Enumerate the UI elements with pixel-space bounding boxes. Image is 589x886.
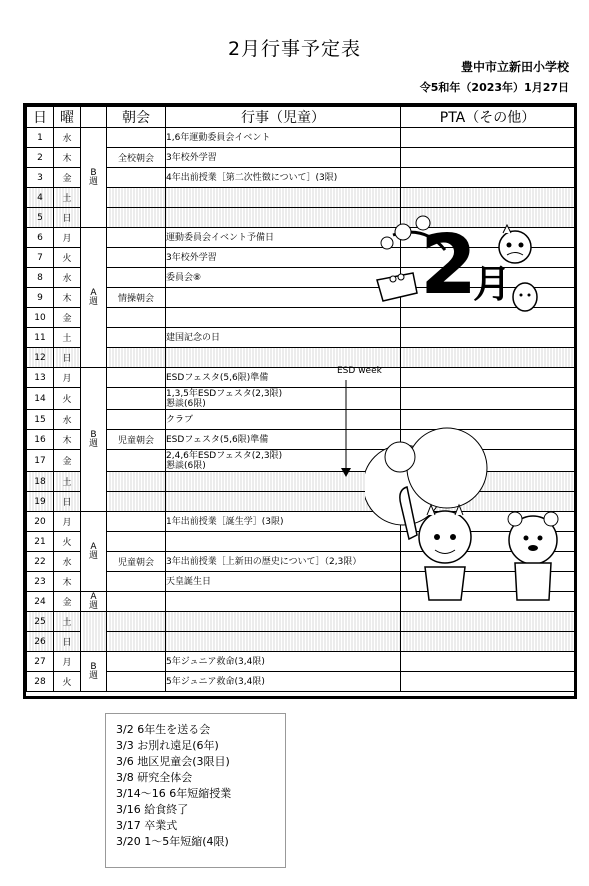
event-cell xyxy=(166,652,401,672)
chokai-cell xyxy=(107,652,166,672)
event-cell xyxy=(166,672,401,692)
weekday-cell: 火 xyxy=(54,388,81,410)
week-type-cell: A 週 xyxy=(81,228,107,368)
table-row xyxy=(27,612,575,632)
day-cell: 8 xyxy=(27,268,54,288)
day-cell: 5 xyxy=(27,208,54,228)
day-cell: 2 xyxy=(27,148,54,168)
day-cell: 1 xyxy=(27,128,54,148)
table-row xyxy=(27,168,575,188)
note-item: 3/2 6年生を送る会 xyxy=(116,723,211,736)
weekday-cell: 水 xyxy=(54,410,81,430)
week-type-cell: B 週 xyxy=(81,368,107,512)
day-cell: 3 xyxy=(27,168,54,188)
chokai-cell xyxy=(107,128,166,148)
weekday-cell: 日 xyxy=(54,208,81,228)
note-item: 3/14〜16 6年短縮授業 xyxy=(116,787,232,800)
day-cell: 10 xyxy=(27,308,54,328)
day-cell: 14 xyxy=(27,388,54,410)
event-text: 1,3,5年ESDフェスタ(2,3限) xyxy=(166,388,283,399)
event-text: ESDフェスタ(5,6限)準備 xyxy=(166,434,269,445)
month-number: 2 xyxy=(420,218,478,313)
day-cell: 28 xyxy=(27,672,54,692)
chokai-cell xyxy=(107,268,166,288)
event-cell xyxy=(166,632,401,652)
weekday-cell: 木 xyxy=(54,572,81,592)
pta-cell xyxy=(401,148,575,168)
header-day: 日 xyxy=(27,107,54,128)
day-cell: 20 xyxy=(27,512,54,532)
weekday-cell: 日 xyxy=(54,632,81,652)
chokai-cell xyxy=(107,368,166,388)
event-text: クラブ xyxy=(166,414,194,425)
chokai-cell xyxy=(107,328,166,348)
chokai-cell xyxy=(107,572,166,592)
pta-cell xyxy=(401,128,575,148)
chokai-cell: 全校朝会 xyxy=(107,148,166,168)
february-illustration xyxy=(365,205,577,610)
chokai-cell: 情操朝会 xyxy=(107,288,166,308)
event-text: 建国記念の日 xyxy=(166,332,221,343)
event-text-secondary: 懇談(6限) xyxy=(166,398,206,409)
note-item: 3/8 研究全体会 xyxy=(116,771,193,784)
event-text: 運動委員会イベント予備日 xyxy=(166,232,275,243)
header-chokai: 朝会 xyxy=(107,107,166,128)
event-cell xyxy=(166,168,401,188)
week-type-cell: B 週 xyxy=(81,128,107,228)
weekday-cell: 月 xyxy=(54,652,81,672)
event-text: ESDフェスタ(5,6限)準備 xyxy=(166,372,269,383)
note-item: 3/17 卒業式 xyxy=(116,819,178,832)
weekday-cell: 日 xyxy=(54,492,81,512)
event-text: 5年ジュニア救命(3,4限) xyxy=(166,656,265,667)
chokai-cell xyxy=(107,612,166,632)
day-cell: 24 xyxy=(27,592,54,612)
day-cell: 27 xyxy=(27,652,54,672)
day-cell: 25 xyxy=(27,612,54,632)
day-cell: 15 xyxy=(27,410,54,430)
day-cell: 19 xyxy=(27,492,54,512)
page-title: 2月行事予定表 xyxy=(227,38,362,60)
event-text: 1,6年運動委員会イベント xyxy=(166,132,271,143)
chokai-cell xyxy=(107,348,166,368)
header-events: 行事（児童） xyxy=(166,107,401,128)
weekday-cell: 金 xyxy=(54,450,81,472)
event-text: 天皇誕生日 xyxy=(166,576,212,587)
note-item: 3/16 給食終了 xyxy=(116,803,189,816)
chokai-cell xyxy=(107,168,166,188)
chokai-cell: 児童朝会 xyxy=(107,552,166,572)
event-cell xyxy=(166,128,401,148)
weekday-cell: 木 xyxy=(54,430,81,450)
table-row xyxy=(27,128,575,148)
week-type-cell: A 週 xyxy=(81,512,107,592)
header-week xyxy=(81,107,107,128)
weekday-cell: 火 xyxy=(54,672,81,692)
weekday-cell: 火 xyxy=(54,248,81,268)
event-text: 5年ジュニア救命(3,4限) xyxy=(166,676,265,687)
esd-week-arrow xyxy=(340,380,352,478)
weekday-cell: 月 xyxy=(54,512,81,532)
march-notes xyxy=(105,713,286,868)
chokai-cell xyxy=(107,188,166,208)
pta-cell xyxy=(401,168,575,188)
weekday-cell: 土 xyxy=(54,472,81,492)
chokai-cell: 児童朝会 xyxy=(107,430,166,450)
table-row xyxy=(27,632,575,652)
day-cell: 17 xyxy=(27,450,54,472)
week-type-cell: A 週 xyxy=(81,592,107,612)
weekday-cell: 水 xyxy=(54,552,81,572)
weekday-cell: 金 xyxy=(54,308,81,328)
event-text: 3年校外学習 xyxy=(166,252,217,263)
bean-box-icon xyxy=(377,273,417,301)
day-cell: 11 xyxy=(27,328,54,348)
chokai-cell xyxy=(107,208,166,228)
note-item: 3/6 地区児童会(3限目) xyxy=(116,755,230,768)
esd-week-label: ESD week xyxy=(337,366,382,376)
event-text: 4年出前授業［第二次性徴について］(3限) xyxy=(166,172,338,183)
weekday-cell: 木 xyxy=(54,148,81,168)
day-cell: 21 xyxy=(27,532,54,552)
event-text: 1年出前授業［誕生学］(3限) xyxy=(166,516,284,527)
weekday-cell: 水 xyxy=(54,128,81,148)
chokai-cell xyxy=(107,512,166,532)
week-type-cell: B 週 xyxy=(81,652,107,692)
okame-face-icon xyxy=(513,283,537,311)
chokai-cell xyxy=(107,532,166,552)
day-cell: 13 xyxy=(27,368,54,388)
pta-cell xyxy=(401,612,575,632)
event-text: 3年出前授業［上新田の歴史について］（2,3限） xyxy=(166,556,362,567)
day-cell: 18 xyxy=(27,472,54,492)
day-cell: 23 xyxy=(27,572,54,592)
chokai-cell xyxy=(107,472,166,492)
event-text: 3年校外学習 xyxy=(166,152,217,163)
issue-date: 令5和年（2023年）1月27日 xyxy=(419,81,569,94)
chokai-cell xyxy=(107,632,166,652)
note-item: 3/3 お別れ遠足(6年) xyxy=(116,739,219,752)
chokai-cell xyxy=(107,308,166,328)
event-text: 2,4,6年ESDフェスタ(2,3限) xyxy=(166,450,283,461)
pta-cell xyxy=(401,652,575,672)
chokai-cell xyxy=(107,492,166,512)
chokai-cell xyxy=(107,388,166,410)
event-text-secondary: 懇談(6限) xyxy=(166,460,206,471)
day-cell: 22 xyxy=(27,552,54,572)
header-weekday: 曜 xyxy=(54,107,81,128)
note-item: 3/20 1〜5年短縮(4限) xyxy=(116,835,229,848)
chokai-cell xyxy=(107,248,166,268)
week-type-cell xyxy=(81,612,107,652)
day-cell: 26 xyxy=(27,632,54,652)
day-cell: 16 xyxy=(27,430,54,450)
weekday-cell: 火 xyxy=(54,532,81,552)
event-cell xyxy=(166,148,401,168)
day-cell: 12 xyxy=(27,348,54,368)
moon-icon xyxy=(365,428,487,525)
weekday-cell: 月 xyxy=(54,368,81,388)
bear-character-icon xyxy=(508,512,558,600)
table-row xyxy=(27,652,575,672)
weekday-cell: 土 xyxy=(54,328,81,348)
oni-mask-icon xyxy=(499,225,531,263)
weekday-cell: 日 xyxy=(54,348,81,368)
weekday-cell: 土 xyxy=(54,612,81,632)
month-kanji: 月 xyxy=(473,262,512,306)
school-name: 豊中市立新田小学校 xyxy=(460,60,569,74)
day-cell: 4 xyxy=(27,188,54,208)
weekday-cell: 月 xyxy=(54,228,81,248)
pta-cell xyxy=(401,672,575,692)
table-row xyxy=(27,672,575,692)
table-row xyxy=(27,148,575,168)
weekday-cell: 金 xyxy=(54,168,81,188)
pta-cell xyxy=(401,632,575,652)
chokai-cell xyxy=(107,228,166,248)
day-cell: 9 xyxy=(27,288,54,308)
day-cell: 7 xyxy=(27,248,54,268)
weekday-cell: 金 xyxy=(54,592,81,612)
event-text: 委員会⑧ xyxy=(166,272,202,283)
chokai-cell xyxy=(107,410,166,430)
chokai-cell xyxy=(107,592,166,612)
weekday-cell: 土 xyxy=(54,188,81,208)
chokai-cell xyxy=(107,450,166,472)
event-cell xyxy=(166,612,401,632)
header-pta: PTA（その他） xyxy=(401,107,575,128)
weekday-cell: 水 xyxy=(54,268,81,288)
day-cell: 6 xyxy=(27,228,54,248)
chokai-cell xyxy=(107,672,166,692)
weekday-cell: 木 xyxy=(54,288,81,308)
